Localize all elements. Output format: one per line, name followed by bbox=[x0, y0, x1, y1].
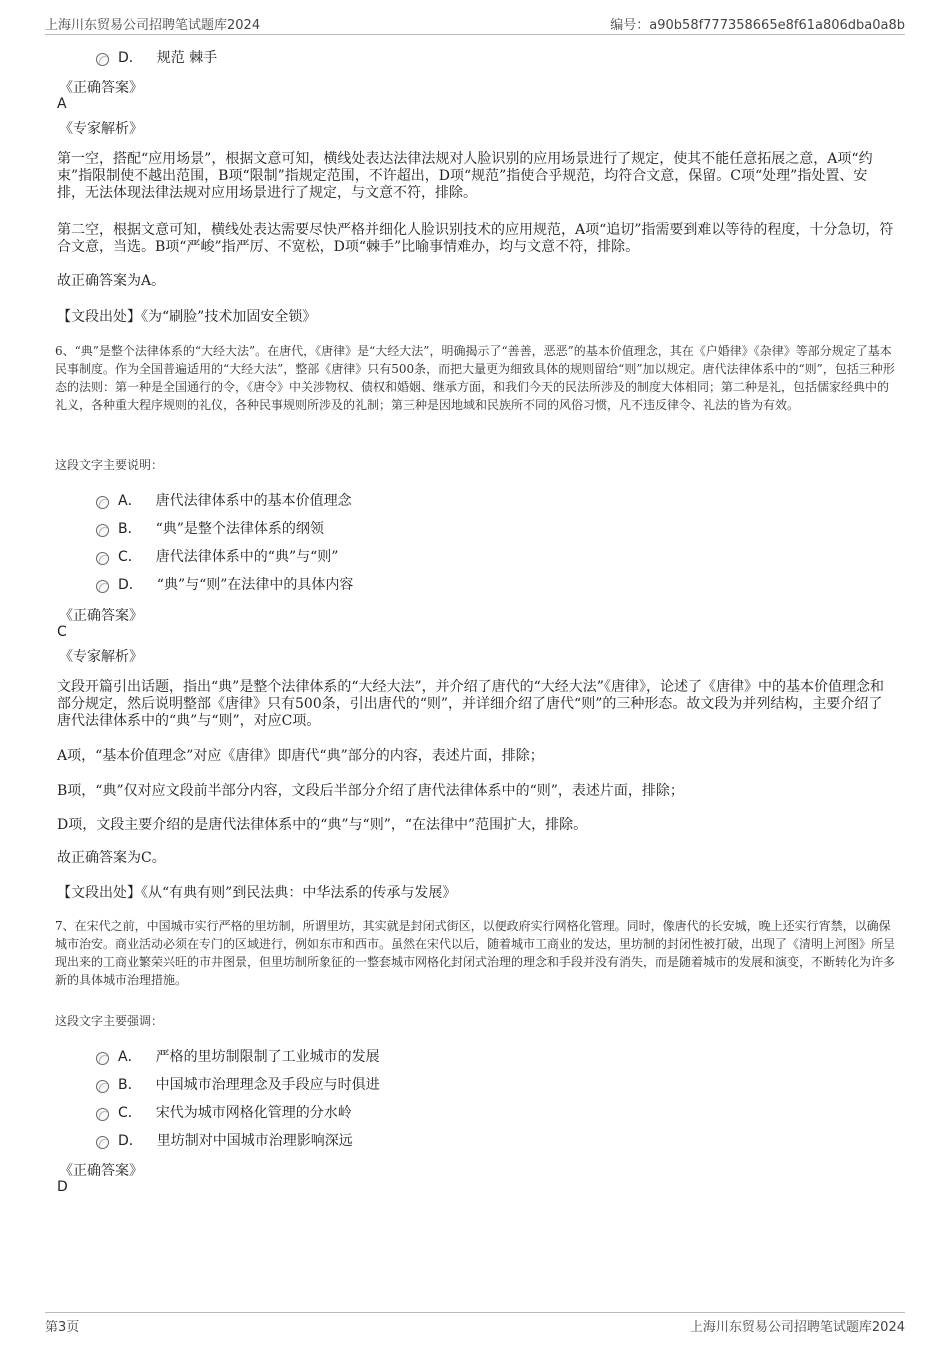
q7-option-c[interactable]: C． 宋代为城市网格化管理的分水岭 bbox=[96, 1102, 352, 1122]
q6-option-a[interactable]: A． 唐代法律体系中的基本价值理念 bbox=[96, 490, 352, 510]
q6-prompt: 这段文字主要说明： bbox=[55, 458, 164, 472]
document-id: 编号：a90b58f777358665e8f61a806dba0a8b bbox=[610, 18, 905, 33]
radio-icon[interactable] bbox=[96, 552, 109, 565]
q6-answer-label: 《正确答案》 bbox=[59, 608, 143, 624]
page-number: 第3页 bbox=[45, 1320, 80, 1335]
radio-icon[interactable] bbox=[96, 53, 109, 66]
header-title: 上海川东贸易公司招聘笔试题库2024 bbox=[45, 18, 261, 33]
q6-analysis-p4: D项，文段主要介绍的是唐代法律体系中的“典”与“则”，“在法律中”范围扩大，排除。 bbox=[57, 817, 588, 833]
q7-option-d[interactable]: D． 里坊制对中国城市治理影响深远 bbox=[96, 1130, 353, 1150]
q7-option-a[interactable]: A． 严格的里坊制限制了工业城市的发展 bbox=[96, 1046, 380, 1066]
q7-answer-label: 《正确答案》 bbox=[59, 1163, 143, 1179]
radio-icon[interactable] bbox=[96, 1108, 109, 1121]
q5-option-d[interactable]: D． 规范 棘手 bbox=[96, 47, 217, 67]
q5-analysis-label: 《专家解析》 bbox=[59, 121, 143, 137]
radio-icon[interactable] bbox=[96, 496, 109, 509]
q6-analysis-p2: A项，“基本价值理念”对应《唐律》即唐代“典”部分的内容，表述片面，排除； bbox=[57, 748, 544, 764]
radio-icon[interactable] bbox=[96, 580, 109, 593]
page-footer bbox=[45, 1312, 905, 1335]
q5-answer: A bbox=[57, 96, 67, 112]
q6-answer: C bbox=[57, 624, 67, 640]
q6-analysis-label: 《专家解析》 bbox=[59, 649, 143, 665]
q7-option-b[interactable]: B． 中国城市治理理念及手段应与时俱进 bbox=[96, 1074, 380, 1094]
radio-icon[interactable] bbox=[96, 1052, 109, 1065]
page-header bbox=[45, 14, 905, 35]
q6-analysis-p5: 故正确答案为C。 bbox=[57, 850, 166, 866]
q5-analysis-p1: 第一空，搭配“应用场景”，根据文意可知，横线处表达法律法规对人脸识别的应用场景进行了规定，使其不能任意拓展之意，A项“约束”指限制使不越出范围，B项“限制”指规定范围，不许超出，D项“规范”指使合乎规范，均符合文意，保留。C项“处理”指处置、安排，无法体现法律法规对应用场景进行了规定，与文意不符，排除。 bbox=[57, 151, 873, 201]
q5-source: 【文段出处】《为“刷脸”技术加固安全锁》 bbox=[57, 309, 317, 325]
radio-icon[interactable] bbox=[96, 1136, 109, 1149]
q5-analysis-p2: 第二空，根据文意可知，横线处表达需要尽快严格并细化人脸识别技术的应用规范，A项“追切”指需要到难以等待的程度，十分急切，符合文意，当选。B项“严峻”指严厉、不宽松，D项“棘手”比喻事情难办，均与文意不符，排除。 bbox=[57, 222, 894, 255]
q6-option-c[interactable]: C． 唐代法律体系中的“典”与“则” bbox=[96, 546, 338, 566]
q6-option-d[interactable]: D． “典”与“则”在法律中的具体内容 bbox=[96, 574, 353, 594]
q6-analysis-p1: 文段开篇引出话题，指出“典”是整个法律体系的“大经大法”，并介绍了唐代的“大经大法”《唐律》，论述了《唐律》中的基本价值理念和部分规定，然后说明整部《唐律》只有500条，引出唐代的“则”，并详细介绍了唐代“则”的三种形态。故文段为并列结构，主要介绍了唐代法律体系中的“典”与“则”，对应C项。 bbox=[57, 679, 884, 729]
q6-option-b[interactable]: B． “典”是整个法律体系的纲领 bbox=[96, 518, 324, 538]
q6-analysis-p3: B项，“典”仅对应文段前半部分内容，文段后半部分介绍了唐代法律体系中的“则”，表述片面，排除； bbox=[57, 783, 684, 799]
radio-icon[interactable] bbox=[96, 1080, 109, 1093]
q7-answer: D bbox=[57, 1179, 68, 1195]
q7-prompt: 这段文字主要强调： bbox=[55, 1014, 164, 1028]
q6-stem: 6、“典”是整个法律体系的“大经大法”。在唐代，《唐律》是“大经大法”，明确揭示了“善善，恶恶”的基本价值理念，其在《户婚律》《杂律》等部分规定了基本民事制度。作为全国普遍适用的“大经大法”，整部《唐律》只有500条，而把大量更为细致具体的规则留给“则”加以规定。唐代法律体系中的“则”，包括三种形态的法则：第一种是全国通行的令，《唐令》中关涉物权、债权和婚姻、继承方面，和我们今天的民法所涉及的制度大体相同；第二种是礼，包括儒家经典中的礼义，各种重大程序规则的礼仪，各种民事规则所涉及的礼制；第三种是因地域和民族所不同的风俗习惯，凡不违反律令、礼法的皆为有效。 bbox=[55, 344, 895, 412]
q7-stem: 7、在宋代之前，中国城市实行严格的里坊制，所谓里坊，其实就是封闭式街区，以便政府实行网格化管理。同时，像唐代的长安城，晚上还实行宵禁，以确保城市治安。商业活动必须在专门的区域进行，例如东市和西市。虽然在宋代以后，随着城市工商业的发达，里坊制的封闭性被打破，出现了《清明上河图》所呈现出来的工商业繁荣兴旺的市井图景，但里坊制所象征的一整套城市网格化封闭式治理的理念和手段并没有消失，而是随着城市的发展和演变，不断转化为许多新的具体城市治理措施。 bbox=[55, 919, 896, 987]
q5-answer-label: 《正确答案》 bbox=[59, 80, 143, 96]
q6-source: 【文段出处】《从“有典有则”到民法典：中华法系的传承与发展》 bbox=[57, 885, 457, 901]
q5-analysis-p3: 故正确答案为A。 bbox=[57, 273, 166, 289]
radio-icon[interactable] bbox=[96, 524, 109, 537]
footer-title: 上海川东贸易公司招聘笔试题库2024 bbox=[689, 1320, 905, 1335]
